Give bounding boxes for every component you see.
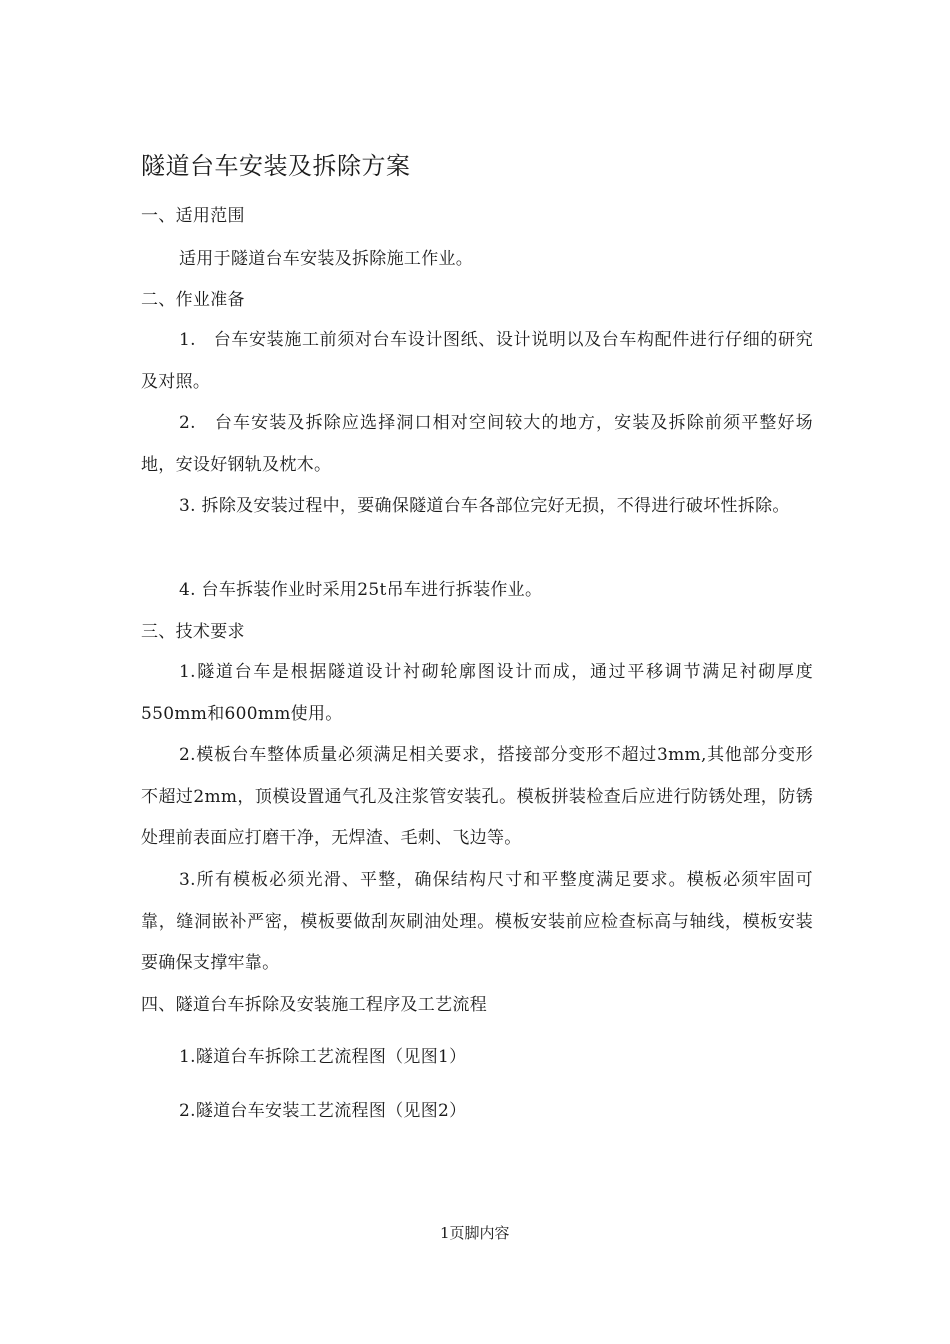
section-heading-scope: 一、适用范围 [141, 206, 245, 226]
procedure-item-2: 2.隧道台车安装工艺流程图（见图2） [179, 1101, 467, 1121]
document-title: 隧道台车安装及拆除方案 [141, 152, 411, 180]
technical-item-2: 2.模板台车整体质量必须满足相关要求，搭接部分变形不超过3mm,其他部分变形不超过2mm，顶模设置通气孔及注浆管安装孔。模板拼装检查后应进行防锈处理，防锈处理前表面应打磨干净，无焊渣、毛刺、飞边等。 [141, 745, 813, 848]
technical-item-3: 3.所有模板必须光滑、平整，确保结构尺寸和平整度满足要求。模板必须牢固可靠，缝洞嵌补严密，模板要做刮灰刷油处理。模板安装前应检查标高与轴线，模板安装要确保支撑牢靠。 [141, 870, 813, 973]
preparation-item-2: 2. 台车安装及拆除应选择洞口相对空间较大的地方，安装及拆除前须平整好场地，安设好钢轨及枕木。 [141, 413, 813, 475]
section-heading-procedure: 四、隧道台车拆除及安装施工程序及工艺流程 [141, 995, 487, 1015]
procedure-item-1: 1.隧道台车拆除工艺流程图（见图1） [179, 1047, 467, 1067]
section-heading-technical: 三、技术要求 [141, 622, 245, 642]
page-footer: 1页脚内容 [440, 1224, 510, 1242]
technical-item-1: 1.隧道台车是根据隧道设计衬砌轮廓图设计而成，通过平移调节满足衬砌厚度550mm和600mm使用。 [141, 662, 813, 724]
scope-text: 适用于隧道台车安装及拆除施工作业。 [179, 249, 474, 269]
section-heading-preparation: 二、作业准备 [141, 290, 245, 310]
preparation-item-3: 3. 拆除及安装过程中，要确保隧道台车各部位完好无损，不得进行破坏性拆除。 [179, 496, 790, 516]
preparation-item-1: 1. 台车安装施工前须对台车设计图纸、设计说明以及台车构配件进行仔细的研究及对照。 [141, 330, 813, 392]
preparation-item-4: 4. 台车拆装作业时采用25t吊车进行拆装作业。 [179, 580, 543, 600]
